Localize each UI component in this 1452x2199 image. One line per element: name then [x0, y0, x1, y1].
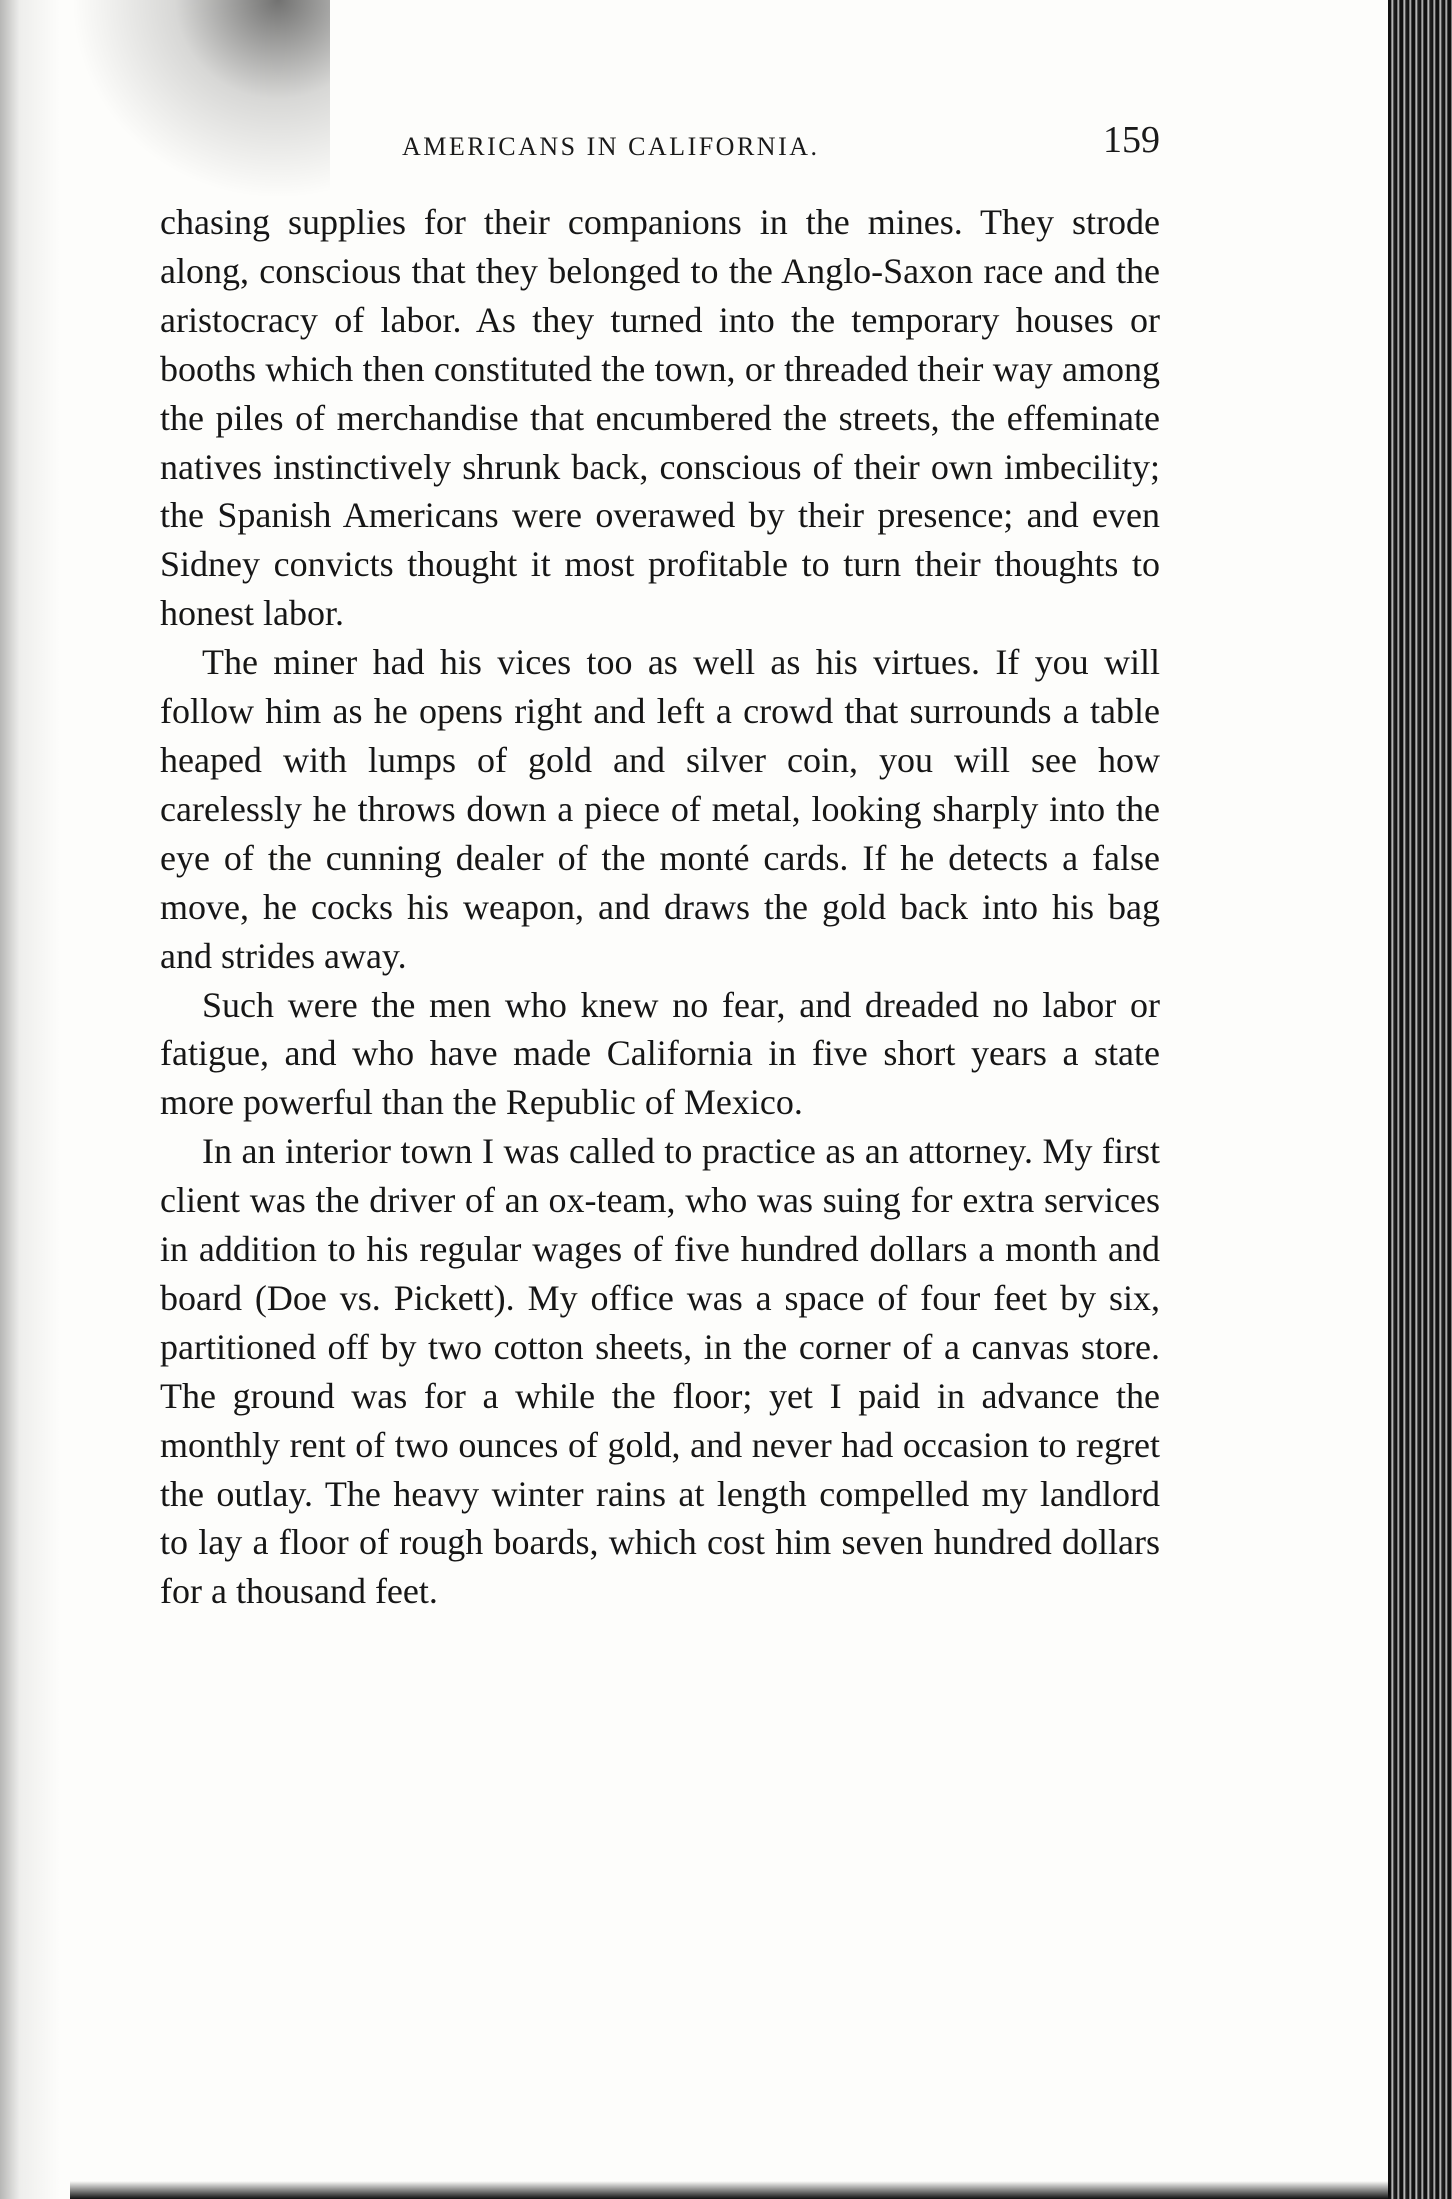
- paragraph-miner-vices: The miner had his vices too as well as his virtues. If you will follow him as he opens right and left a crowd that surrounds a table heaped with lumps of gold and silver coin, you will see how carelessly he throws down a piece of metal, looking sharply into the eye of the cunning dealer of the monté cards. If he detects a false move, he cocks his weapon, and draws the gold back into his bag and strides away.: [160, 642, 1160, 976]
- scan-bottom-edge: [70, 2181, 1390, 2199]
- running-head: [160, 118, 1160, 178]
- scan-right-edge: [1388, 0, 1452, 2199]
- body-text: [160, 198, 1160, 1616]
- page-number: 159: [1103, 119, 1160, 161]
- paragraph-such-were-the-men: Such were the men who knew no fear, and dreaded no labor or fatigue, and who have made California in five short years a state more powerful than the Republic of Mexico.: [160, 984, 1160, 1123]
- scan-left-shadow: [0, 0, 130, 2199]
- running-head-title: AMERICANS IN CALIFORNIA.: [402, 132, 820, 161]
- paragraph-continued: chasing supplies for their companions in the mines. They strode along, conscious that they belonged to the Anglo-Saxon race and the aristocracy of labor. As they turned into the temporary houses or booths which then constituted the town, or threaded their way among the piles of merchandise that encumbered the streets, the effeminate natives instinctively shrunk back, conscious of their own imbecility; the Spanish Americans were overawed by their presence; and even Sidney convicts thought it most profitable to turn their thoughts to honest labor.: [160, 202, 1160, 634]
- paragraph-interior-town: In an interior town I was called to practice as an attorney. My first client was the driver of an ox-team, who was suing for extra services in addition to his regular wages of five hundred dollars a month and board (Doe vs. Pickett). My office was a space of four feet by six, partitioned off by two cotton sheets, in the corner of a canvas store. The ground was for a while the floor; yet I paid in advance the monthly rent of two ounces of gold, and never had occasion to regret the outlay. The heavy winter rains at length compelled my landlord to lay a floor of rough boards, which cost him seven hundred dollars for a thousand feet.: [160, 1131, 1160, 1612]
